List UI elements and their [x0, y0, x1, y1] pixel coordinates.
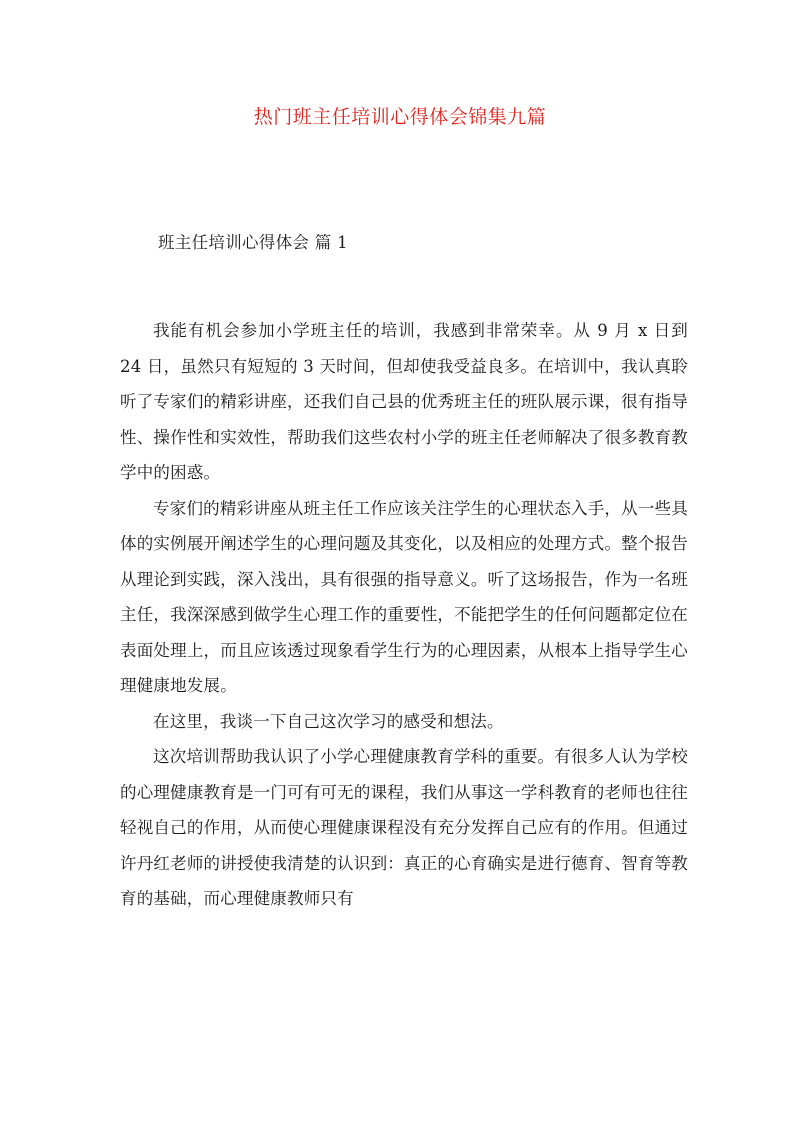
document-title: 热门班主任培训心得体会锦集九篇 [253, 106, 547, 128]
paragraph-2: 专家们的精彩讲座从班主任工作应该关注学生的心理状态入手，从一些具体的实例展开阐述学生的心理问题及其变化，以及相应的处理方式。整个报告从理论到实践，深入浅出，具有很强的指导意义。听了这场报告，作为一名班主任，我深深感到做学生心理工作的重要性，不能把学生的任何问题都定位在表面处理上，而且应该透过现象看学生行为的心理因素，从根本上指导学生心理健康地发展。 [120, 498, 688, 695]
paragraph-4: 这次培训帮助我认识了小学心理健康教育学科的重要。有很多人认为学校的心理健康教育是一门可有可无的课程，我们从事这一学科教育的老师也往往轻视自己的作用，从而使心理健康课程没有充分发挥自己应有的作用。但通过许丹红老师的讲授使我清楚的认识到：真正的心育确实是进行德育、智育等教育的基础，而心理健康教师只有 [120, 747, 688, 908]
document-body [120, 313, 688, 917]
paragraph-3: 在这里，我谈一下自己这次学习的感受和想法。 [153, 711, 504, 731]
section-heading: 班主任培训心得体会 篇 1 [158, 233, 348, 252]
paragraph-1: 我能有机会参加小学班主任的培训，我感到非常荣幸。从 9 月 x 日到 24 日，虽然只有短短的 3 天时间，但却使我受益良多。在培训中，我认真聆听了专家们的精彩讲座，还我们自己县的优秀班主任的班队展示课，很有指导性、操作性和实效性，帮助我们这些农村小学的班主任老师解决了很多教育教学中的困惑。 [120, 321, 688, 482]
